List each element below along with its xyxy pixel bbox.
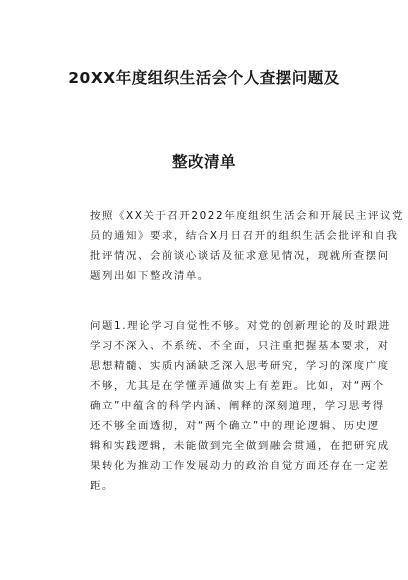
- text-line: 按照《XX关于召开2022年度组织生活会和开展民主评议党: [90, 210, 405, 222]
- text-line: 学习不深入、不系统、不全面，只注重把握基本要求，对: [90, 340, 390, 352]
- document-title-line-1: 20XX年度组织生活会个人查摆问题及: [68, 69, 340, 87]
- text-line: 思想精髓、实质内涵缺乏深入思考研究，学习的深度广度: [90, 360, 390, 372]
- document-title-line-2: 整改清单: [171, 153, 236, 171]
- text-line: 确立”中蕴含的科学内涵、阐释的深刻道理，学习思考得: [90, 400, 385, 412]
- text-line: 辑和实践逻辑，未能做到完全做到融会贯通，在把研究成: [90, 440, 390, 452]
- text-line: 距。: [90, 480, 114, 492]
- paragraph-problem-1: [90, 316, 391, 496]
- text-line: 果转化为推动工作发展动力的政治自觉方面还存在一定差: [90, 460, 390, 472]
- paragraph-intro: [90, 206, 405, 286]
- text-line: 问题1.理论学习自觉性不够。对党的创新理论的及时跟进: [90, 320, 391, 332]
- text-line: 不够，尤其是在学懂弄通做实上有差距。比如，对“两个: [90, 380, 385, 392]
- text-line: 批评情况、会前谈心谈话及征求意见情况，现就所查摆问: [90, 250, 390, 262]
- text-line: 还不够全面透彻，对“两个确立”中的理论逻辑、历史逻: [90, 420, 380, 432]
- text-line: 题列出如下整改清单。: [90, 270, 210, 282]
- text-line: 员的通知》要求，结合X月日召开的组织生活会批评和自我: [90, 230, 399, 242]
